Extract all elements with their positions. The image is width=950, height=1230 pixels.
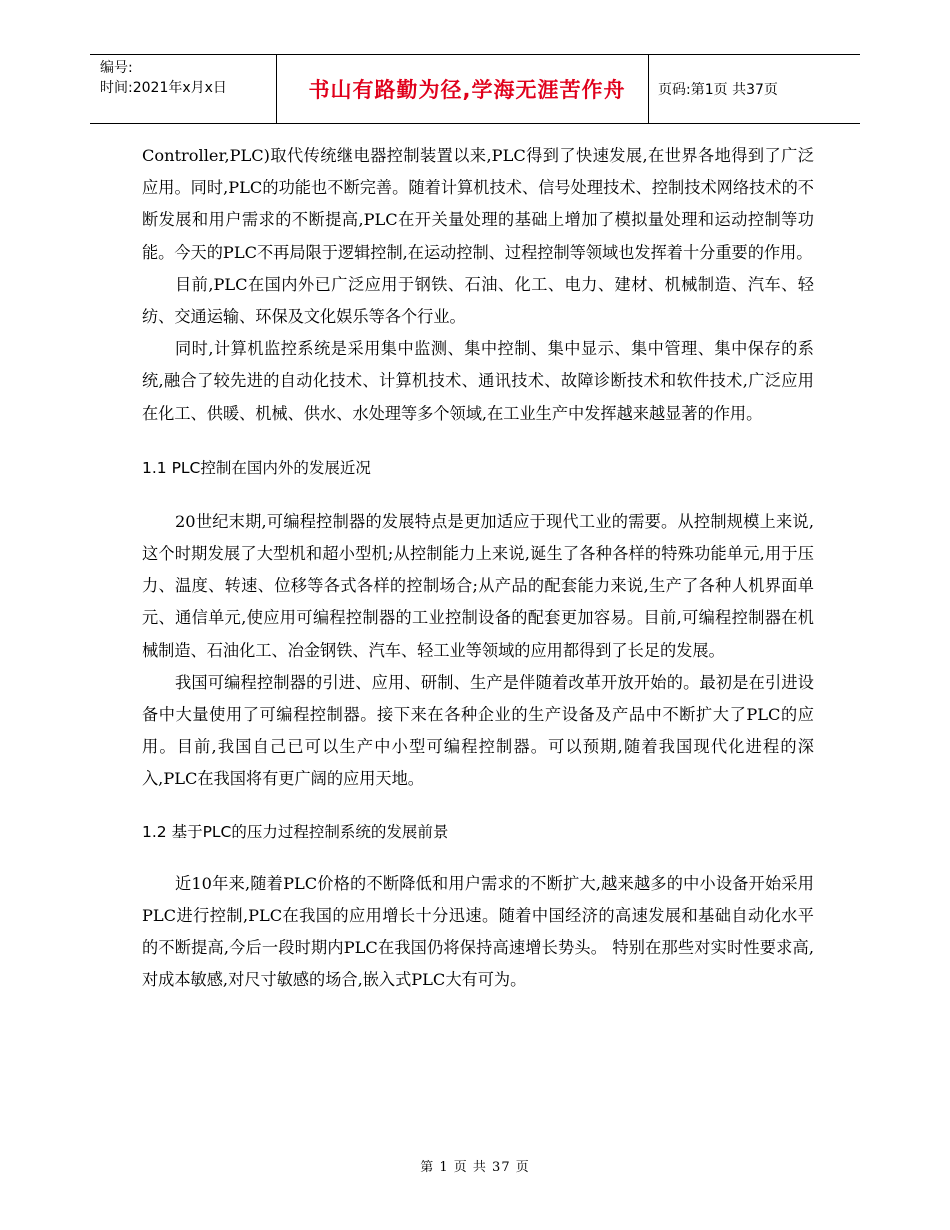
document-body bbox=[142, 140, 814, 996]
header-divider-right bbox=[648, 55, 649, 123]
header-divider-left bbox=[276, 55, 277, 123]
section-heading-1-2: 1.2 基于PLC的压力过程控制系统的发展前景 bbox=[142, 822, 449, 841]
section-heading-1-1: 1.1 PLC控制在国内外的发展近况 bbox=[142, 458, 371, 477]
document-number-label: 编号: bbox=[100, 60, 133, 76]
paragraph-prospects: 近10年来,随着PLC价格的不断降低和用户需求的不断扩大,越来越多的中小设备开始采用PLC进行控制,PLC在我国的应用增长十分迅速。随着中国经济的高速发展和基础自动化水平的不断提高,今后一段时期内PLC在我国仍将保持高速增长势头。 特别在那些对实时性要求高,对成本敏感,对尺寸敏感的场合,嵌入式PLC大有可为。 bbox=[142, 873, 814, 990]
page-footer: 第 1 页 共 37 页 bbox=[420, 1160, 530, 1175]
paragraph-development: 20世纪末期,可编程控制器的发展特点是更加适应于现代工业的需要。从控制规模上来说,这个时期发展了大型机和超小型机;从控制能力上来说,诞生了各种各样的特殊功能单元,用于压力、温度、转速、位移等各式各样的控制场合;从产品的配套能力来说,生产了各种人机界面单元、通信单元,使应用可编程控制器的工业控制设备的配套更加容易。目前,可编程控制器在机械制造、石油化工、冶金钢铁、汽车、轻工业等领域的应用都得到了长足的发展。 bbox=[142, 511, 814, 660]
paragraph-china: 我国可编程控制器的引进、应用、研制、生产是伴随着改革开放开始的。最初是在引进设备中大量使用了可编程控制器。接下来在各种企业的生产设备及产品中不断扩大了PLC的应用。目前,我国自己已可以生产中小型可编程控制器。可以预期,随着我国现代化进程的深入,PLC在我国将有更广阔的应用天地。 bbox=[142, 672, 814, 789]
paragraph-monitoring: 同时,计算机监控系统是采用集中监测、集中控制、集中显示、集中管理、集中保存的系统,融合了较先进的自动化技术、计算机技术、通讯技术、故障诊断技术和软件技术,广泛应用在化工、供暖、机械、供水、水处理等多个领域,在工业生产中发挥越来越显著的作用。 bbox=[142, 339, 814, 423]
paragraph-intro: Controller,PLC)取代传统继电器控制装置以来,PLC得到了快速发展,在世界各地得到了广泛应用。同时,PLC的功能也不断完善。随着计算机技术、信号处理技术、控制技术网络技术的不断发展和用户需求的不断提高,PLC在开关量处理的基础上增加了模拟量处理和运动控制等功能。今天的PLC不再局限于逻辑控制,在运动控制、过程控制等领域也发挥着十分重要的作用。 bbox=[142, 146, 814, 262]
page-header bbox=[90, 54, 860, 124]
paragraph-industries: 目前,PLC在国内外已广泛应用于钢铁、石油、化工、电力、建材、机械制造、汽车、轻纺、交通运输、环保及文化娱乐等各个行业。 bbox=[142, 274, 814, 327]
header-motto: 书山有路勤为径,学海无涯苦作舟 bbox=[308, 78, 626, 102]
header-meta bbox=[100, 58, 227, 98]
header-page-info: 页码:第1页 共37页 bbox=[658, 82, 778, 98]
document-time-label: 时间:2021年x月x日 bbox=[100, 80, 227, 96]
